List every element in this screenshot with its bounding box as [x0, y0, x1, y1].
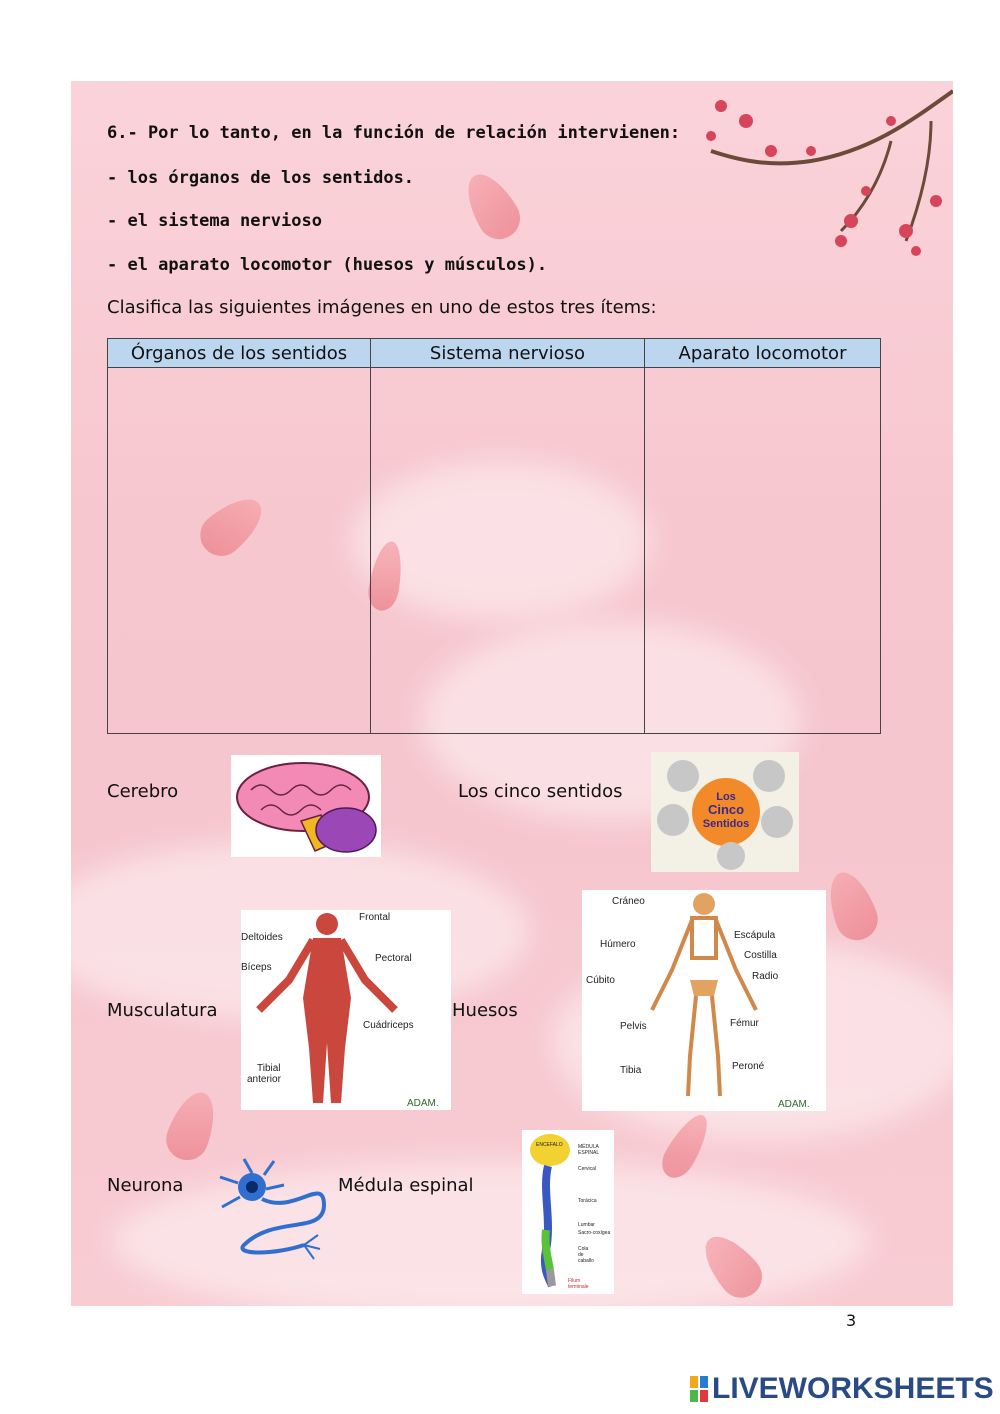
- label-deltoides: Deltoides: [241, 932, 283, 943]
- label-neurona: Neurona: [107, 1175, 184, 1196]
- label-costilla: Costilla: [744, 950, 777, 961]
- label-sentidos: Los cinco sentidos: [458, 781, 623, 802]
- adam-logo: ADAM.: [407, 1098, 439, 1109]
- label-cerebro: Cerebro: [107, 781, 179, 802]
- instruction-text: Clasifica las siguientes imágenes en uno de estos tres ítems:: [107, 297, 657, 318]
- petal-decoration: [456, 165, 527, 247]
- label-huesos: Huesos: [452, 1000, 518, 1021]
- senses-logo-line2: Cinco: [707, 802, 745, 817]
- skeleton-image[interactable]: [582, 890, 826, 1111]
- logo-blocks-icon: [690, 1376, 708, 1402]
- senses-logo-line1: Los: [716, 791, 736, 803]
- label-tibial: Tibial: [257, 1063, 281, 1074]
- label-craneo: Cráneo: [612, 896, 645, 907]
- list-item: - el aparato locomotor (huesos y músculos).: [107, 255, 548, 275]
- column-header-sentidos: Órganos de los sentidos: [108, 339, 371, 368]
- brand-name: LIVEWORKSHEETS: [712, 1372, 994, 1405]
- classification-table: [107, 338, 881, 734]
- label-femur: Fémur: [730, 1018, 759, 1029]
- label-radio: Radio: [752, 971, 779, 982]
- label-cola-1: Cola: [578, 1246, 589, 1252]
- label-encefalo: ENCEFALO: [536, 1142, 563, 1148]
- label-pelvis: Pelvis: [620, 1021, 647, 1032]
- label-toracica: Torácica: [578, 1198, 597, 1204]
- list-item: - los órganos de los sentidos.: [107, 168, 415, 188]
- label-cubito: Cúbito: [586, 975, 615, 986]
- muscles-image[interactable]: [241, 910, 451, 1110]
- liveworksheets-logo[interactable]: [690, 1372, 994, 1406]
- senses-logo-line3: Sentidos: [702, 818, 750, 830]
- label-cuadriceps: Cuádriceps: [363, 1020, 414, 1031]
- petal-decoration: [820, 866, 883, 946]
- label-medula-1: MÉDULA: [578, 1144, 599, 1150]
- list-item: - el sistema nervioso: [107, 211, 322, 231]
- label-sacro: Sacro-coxígea: [578, 1230, 611, 1236]
- label-filum-2: terminale: [568, 1284, 589, 1290]
- adam-logo: ADAM.: [778, 1099, 810, 1110]
- column-header-nervioso: Sistema nervioso: [371, 339, 645, 368]
- page-number: 3: [846, 1311, 857, 1330]
- label-medula-2: ESPINAL: [578, 1150, 600, 1156]
- brain-image[interactable]: [231, 755, 381, 857]
- label-pectoral: Pectoral: [375, 953, 412, 964]
- label-cervical: Cervical: [578, 1166, 597, 1172]
- drop-zone-nervioso[interactable]: [371, 368, 645, 734]
- label-medula: Médula espinal: [338, 1175, 474, 1196]
- label-frontal: Frontal: [359, 912, 391, 923]
- label-lumbar: Lumbar: [578, 1222, 595, 1228]
- spinal-cord-image[interactable]: [522, 1130, 614, 1294]
- label-humero: Húmero: [600, 939, 636, 950]
- label-musculatura: Musculatura: [107, 1000, 218, 1021]
- five-senses-image[interactable]: [651, 752, 799, 872]
- cherry-branch-decoration: [691, 81, 953, 281]
- label-escapula: Escápula: [734, 930, 776, 941]
- section-heading: 6.- Por lo tanto, en la función de relación intervienen:: [107, 123, 681, 143]
- drop-zone-sentidos[interactable]: [108, 368, 371, 734]
- neuron-image[interactable]: [214, 1155, 338, 1265]
- label-cola-2: de: [578, 1252, 584, 1258]
- drop-zone-locomotor[interactable]: [645, 368, 881, 734]
- label-filum-1: Filum: [568, 1278, 581, 1284]
- label-cola-3: caballo: [578, 1258, 594, 1264]
- label-biceps: Bíceps: [241, 962, 272, 973]
- label-perone: Peroné: [732, 1061, 765, 1072]
- column-header-locomotor: Aparato locomotor: [645, 339, 881, 368]
- label-tibia: Tibia: [620, 1065, 642, 1076]
- label-tibial-anterior: anterior: [247, 1074, 281, 1085]
